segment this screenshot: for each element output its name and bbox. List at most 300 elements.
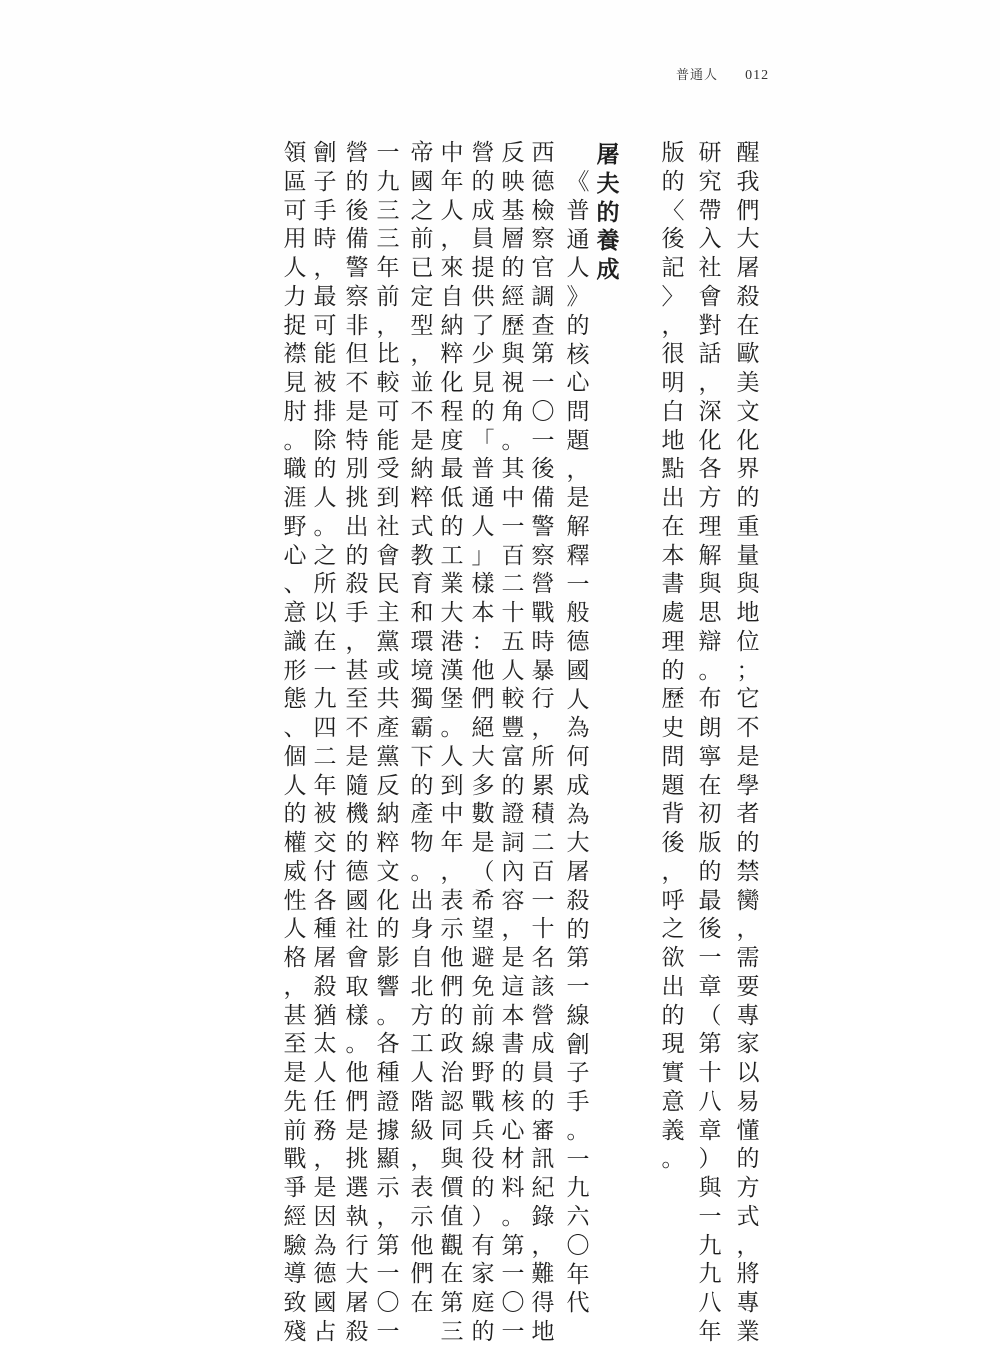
glyph: 見 [471,370,495,396]
glyph: 會 [376,542,400,569]
glyph: 主 [376,600,400,626]
glyph: 識 [283,628,307,655]
glyph: 題 [661,772,685,799]
glyph: 但 [345,341,369,368]
glyph: 的 [661,657,685,684]
glyph: 章 [698,973,722,1000]
glyph: ， [566,456,590,483]
glyph: 百 [501,542,525,569]
glyph: 查 [531,312,555,339]
glyph: 人 [283,255,307,281]
glyph: 化 [440,370,464,396]
glyph: 九 [313,686,337,713]
glyph: 響 [376,973,400,1000]
glyph: 避 [471,945,495,971]
glyph: 調 [531,283,555,310]
glyph: 現 [661,1031,685,1058]
glyph: 並 [410,370,434,396]
glyph: 一 [698,1203,722,1230]
glyph: 釋 [566,542,590,569]
glyph: 人 [566,686,590,713]
glyph: 視 [501,370,525,396]
glyph: 一 [501,513,525,540]
text-column [438,139,466,1347]
glyph: 交 [313,830,337,856]
glyph: 是 [345,743,369,770]
glyph: 被 [313,801,337,828]
glyph: 》 [566,284,590,310]
glyph: 後 [531,456,555,483]
glyph: 戰 [531,600,555,626]
glyph: 表 [440,887,464,914]
glyph: 殘 [283,1318,307,1345]
glyph: 港 [440,628,464,655]
glyph: 三 [440,1318,464,1345]
glyph: 涯 [283,485,307,511]
glyph: 成 [566,772,590,799]
glyph: 國 [566,657,590,684]
running-head [676,64,769,84]
glyph: 式 [410,513,434,540]
glyph: 付 [313,858,337,885]
glyph: 警 [345,255,369,281]
glyph: 普 [471,456,495,483]
glyph: 備 [345,226,369,253]
glyph: 的 [471,168,495,195]
text-column [564,168,592,1318]
glyph: 心 [283,542,307,569]
glyph: 九 [566,1175,590,1202]
glyph: 〇 [566,1232,590,1259]
text-column [529,139,557,1347]
glyph: （ [471,858,495,885]
glyph: 這 [501,973,525,1000]
glyph: 少 [471,341,495,368]
glyph: 社 [345,916,369,943]
glyph: 是 [736,743,760,770]
glyph: 業 [736,1318,760,1345]
glyph: 性 [283,887,307,914]
glyph: 殺 [736,283,760,310]
glyph: 出 [345,513,369,540]
glyph: 環 [410,628,434,655]
glyph: 大 [566,830,590,857]
glyph: 見 [283,370,307,396]
glyph: 一 [376,140,400,166]
glyph: 本 [501,1002,525,1029]
glyph: 影 [376,945,400,971]
glyph: 。 [501,427,525,454]
text-column [499,139,527,1347]
glyph: 反 [501,140,525,166]
glyph: 布 [698,686,722,713]
glyph: 處 [661,600,685,626]
glyph: 為 [313,1232,337,1259]
glyph: 經 [283,1203,307,1230]
glyph: 思 [698,600,722,626]
glyph: 納 [410,456,434,483]
glyph: 九 [376,168,400,195]
glyph: 可 [283,197,307,224]
glyph: 境 [410,657,434,684]
glyph: 野 [471,1060,495,1086]
glyph: 百 [531,858,555,885]
glyph: 粹 [440,341,464,368]
glyph: 大 [440,600,464,626]
text-column [311,139,339,1347]
glyph: 德 [345,858,369,885]
glyph: 二 [313,743,337,770]
glyph: 家 [736,1031,760,1058]
glyph: 不 [736,715,760,741]
glyph: 代 [566,1290,590,1317]
glyph: 〇 [501,1290,525,1316]
glyph: 年 [440,830,464,856]
glyph: 專 [736,1290,760,1316]
glyph: 的 [566,916,590,943]
glyph: 章 [698,1117,722,1144]
glyph: 們 [471,686,495,713]
glyph: 詞 [501,830,525,856]
glyph: 易 [736,1088,760,1115]
glyph: 」 [471,542,495,569]
glyph: 重 [736,513,760,540]
glyph: 二 [501,571,525,598]
glyph: 版 [698,830,722,856]
glyph: 心 [501,1117,525,1144]
glyph: ） [698,1146,722,1173]
glyph: 解 [698,542,722,569]
glyph: 種 [376,1060,400,1086]
glyph: 研 [698,140,722,166]
glyph: 的 [736,830,760,856]
glyph: 容 [501,887,525,914]
glyph: 料 [501,1175,525,1201]
glyph: 名 [531,945,555,971]
glyph: ， [313,255,337,281]
glyph: ， [440,858,464,885]
glyph: 免 [471,973,495,1000]
glyph: 屠 [596,141,620,168]
glyph: 將 [736,1261,760,1288]
glyph: 臠 [736,887,760,914]
glyph: 取 [345,973,369,1000]
glyph: 們 [736,197,760,224]
glyph: 者 [736,801,760,828]
glyph: 受 [376,456,400,483]
glyph: 基 [501,197,525,224]
glyph: 〈 [661,197,685,224]
glyph: 捉 [283,312,307,339]
glyph: 方 [736,1175,760,1201]
glyph: 是 [410,427,434,454]
page-number: 012 [745,68,770,83]
glyph: 和 [410,600,434,626]
glyph: ， [376,312,400,339]
glyph: 地 [736,600,760,626]
glyph: 權 [283,830,307,856]
glyph: 《 [566,169,590,195]
glyph: 。 [566,1117,590,1144]
glyph: 文 [736,398,760,425]
glyph: 了 [471,312,495,339]
glyph: 是 [345,1117,369,1144]
glyph: 歐 [736,341,760,368]
glyph: 四 [313,715,337,741]
glyph: 。 [313,513,337,540]
glyph: 至 [345,686,369,713]
glyph: 深 [698,398,722,425]
glyph: 價 [440,1175,464,1201]
glyph: 問 [566,399,590,425]
glyph: 值 [440,1203,464,1230]
glyph: 庭 [471,1290,495,1316]
glyph: 中 [501,485,525,511]
glyph: 據 [376,1117,400,1144]
glyph: 是 [501,945,525,971]
glyph: 的 [471,398,495,425]
glyph: 背 [661,801,685,828]
glyph: 示 [410,1203,434,1230]
glyph: 屠 [313,945,337,971]
glyph: 三 [376,226,400,253]
glyph: 希 [471,887,495,914]
glyph: 前 [376,283,400,310]
glyph: 一 [501,1318,525,1345]
glyph: 般 [566,600,590,627]
glyph: ， [313,1146,337,1173]
glyph: 在 [698,772,722,799]
glyph: 人 [471,513,495,540]
glyph: 殺 [345,1318,369,1345]
glyph: 訊 [531,1146,555,1173]
glyph: 教 [410,542,434,569]
glyph: 是 [283,1060,307,1086]
glyph: 年 [376,255,400,281]
glyph: 一 [566,571,590,598]
glyph: 很 [661,341,685,368]
glyph: 核 [501,1088,525,1115]
glyph: 殺 [313,973,337,1000]
glyph: 欲 [661,945,685,971]
glyph: 可 [313,312,337,339]
glyph: 一 [566,1146,590,1173]
glyph: 國 [313,1290,337,1316]
glyph: 之 [410,197,434,224]
glyph: 核 [566,341,590,368]
glyph: 意 [283,600,307,626]
glyph: 層 [501,226,525,253]
glyph: 獨 [410,686,434,713]
glyph: 的 [736,1146,760,1173]
glyph: 有 [471,1232,495,1259]
glyph: 是 [566,485,590,512]
glyph: 能 [313,341,337,368]
glyph: 普 [566,197,590,224]
glyph: 粹 [376,830,400,856]
glyph: 的 [440,1002,464,1029]
glyph: 。 [410,858,434,885]
glyph: 後 [698,916,722,943]
glyph: 點 [661,456,685,483]
glyph: 占 [313,1318,337,1345]
glyph: 戰 [283,1146,307,1173]
glyph: 成 [471,197,495,224]
glyph: 個 [283,743,307,770]
glyph: 的 [471,1318,495,1345]
glyph: 八 [698,1290,722,1316]
glyph: 導 [283,1261,307,1288]
text-column [374,139,402,1347]
glyph: 義 [661,1117,685,1144]
glyph: ， [661,858,685,885]
glyph: 子 [566,1060,590,1087]
glyph: 務 [313,1117,337,1144]
glyph: 納 [440,312,464,339]
glyph: 時 [313,226,337,253]
glyph: ， [376,1203,400,1230]
glyph: 共 [376,686,400,713]
glyph: 該 [531,973,555,1000]
glyph: 對 [698,312,722,339]
glyph: 態 [283,686,307,713]
glyph: 國 [345,887,369,914]
glyph: 呼 [661,887,685,914]
glyph: 。 [440,715,464,741]
glyph: 成 [596,256,620,283]
text-column [343,139,371,1347]
glyph: 人 [566,255,590,282]
glyph: 員 [531,1060,555,1086]
glyph: 行 [345,1232,369,1259]
glyph: 漢 [440,657,464,684]
glyph: 種 [313,916,337,943]
glyph: 與 [698,1175,722,1201]
glyph: 工 [410,1031,434,1058]
glyph: 挑 [345,485,369,511]
glyph: 的 [501,1060,525,1086]
glyph: 劊 [566,1031,590,1058]
glyph: 警 [531,513,555,540]
glyph: 第 [440,1290,464,1316]
glyph: 化 [376,887,400,914]
glyph: 在 [313,628,337,655]
glyph: 手 [566,1089,590,1115]
glyph: ， [410,341,434,368]
glyph: 太 [313,1031,337,1058]
glyph: 被 [313,370,337,396]
glyph: 第 [501,1232,525,1259]
glyph: 養 [596,227,620,255]
glyph: 理 [661,628,685,655]
glyph: 〉 [661,283,685,310]
glyph: 望 [471,916,495,943]
glyph: 禁 [736,858,760,885]
glyph: 營 [345,140,369,166]
glyph: 堡 [440,686,464,713]
glyph: 為 [566,801,590,828]
glyph: 的 [313,456,337,483]
glyph: 的 [596,198,620,226]
glyph: 因 [313,1203,337,1230]
glyph: 威 [283,858,307,885]
glyph: 的 [736,485,760,511]
glyph: 所 [313,571,337,598]
glyph: 示 [376,1175,400,1201]
glyph: 八 [698,1088,722,1115]
glyph: 它 [736,686,760,713]
glyph: 〇 [531,398,555,425]
glyph: 人 [283,772,307,799]
glyph: 納 [376,801,400,828]
glyph: 不 [345,370,369,396]
glyph: 型 [410,312,434,339]
glyph: 猶 [313,1002,337,1029]
glyph: 員 [471,226,495,253]
glyph: 在 [410,1290,434,1316]
glyph: 自 [410,945,434,971]
glyph: ， [736,1232,760,1259]
glyph: 第 [531,341,555,368]
glyph: 積 [531,801,555,828]
glyph: 社 [376,513,400,540]
glyph: 級 [410,1117,434,1144]
glyph: 歷 [661,686,685,713]
glyph: 觀 [440,1232,464,1259]
glyph: 役 [471,1146,495,1173]
glyph: 第 [566,945,590,972]
glyph: 十 [698,1060,722,1086]
glyph: 多 [471,772,495,799]
glyph: 位 [736,628,760,655]
glyph: 官 [531,255,555,281]
glyph: 是 [345,398,369,425]
glyph: 一 [566,974,590,1000]
glyph: 不 [410,398,434,425]
glyph: 實 [661,1060,685,1086]
glyph: 人 [313,485,337,511]
glyph: 三 [376,197,400,224]
glyph: 以 [736,1060,760,1086]
glyph: 屠 [566,859,590,885]
glyph: 最 [313,283,337,310]
glyph: （ [698,1002,722,1029]
glyph: 二 [531,830,555,856]
text-column [281,139,309,1347]
glyph: 心 [566,370,590,397]
glyph: 式 [736,1203,760,1230]
glyph: ， [345,628,369,655]
glyph: 或 [376,657,400,684]
glyph: 通 [566,226,590,253]
glyph: 內 [501,858,525,885]
glyph: 六 [566,1204,590,1230]
glyph: 會 [698,283,722,310]
glyph: 西 [531,140,555,166]
glyph: 通 [471,485,495,511]
glyph: 特 [345,427,369,454]
glyph: 暴 [531,657,555,684]
glyph: 是 [313,1175,337,1201]
glyph: 身 [410,916,434,943]
glyph: 一 [698,945,722,971]
glyph: 歷 [501,312,525,339]
glyph: 史 [661,715,685,741]
glyph: 一 [376,1261,400,1288]
glyph: 家 [471,1261,495,1288]
glyph: 。 [501,1203,525,1230]
glyph: 累 [531,772,555,799]
